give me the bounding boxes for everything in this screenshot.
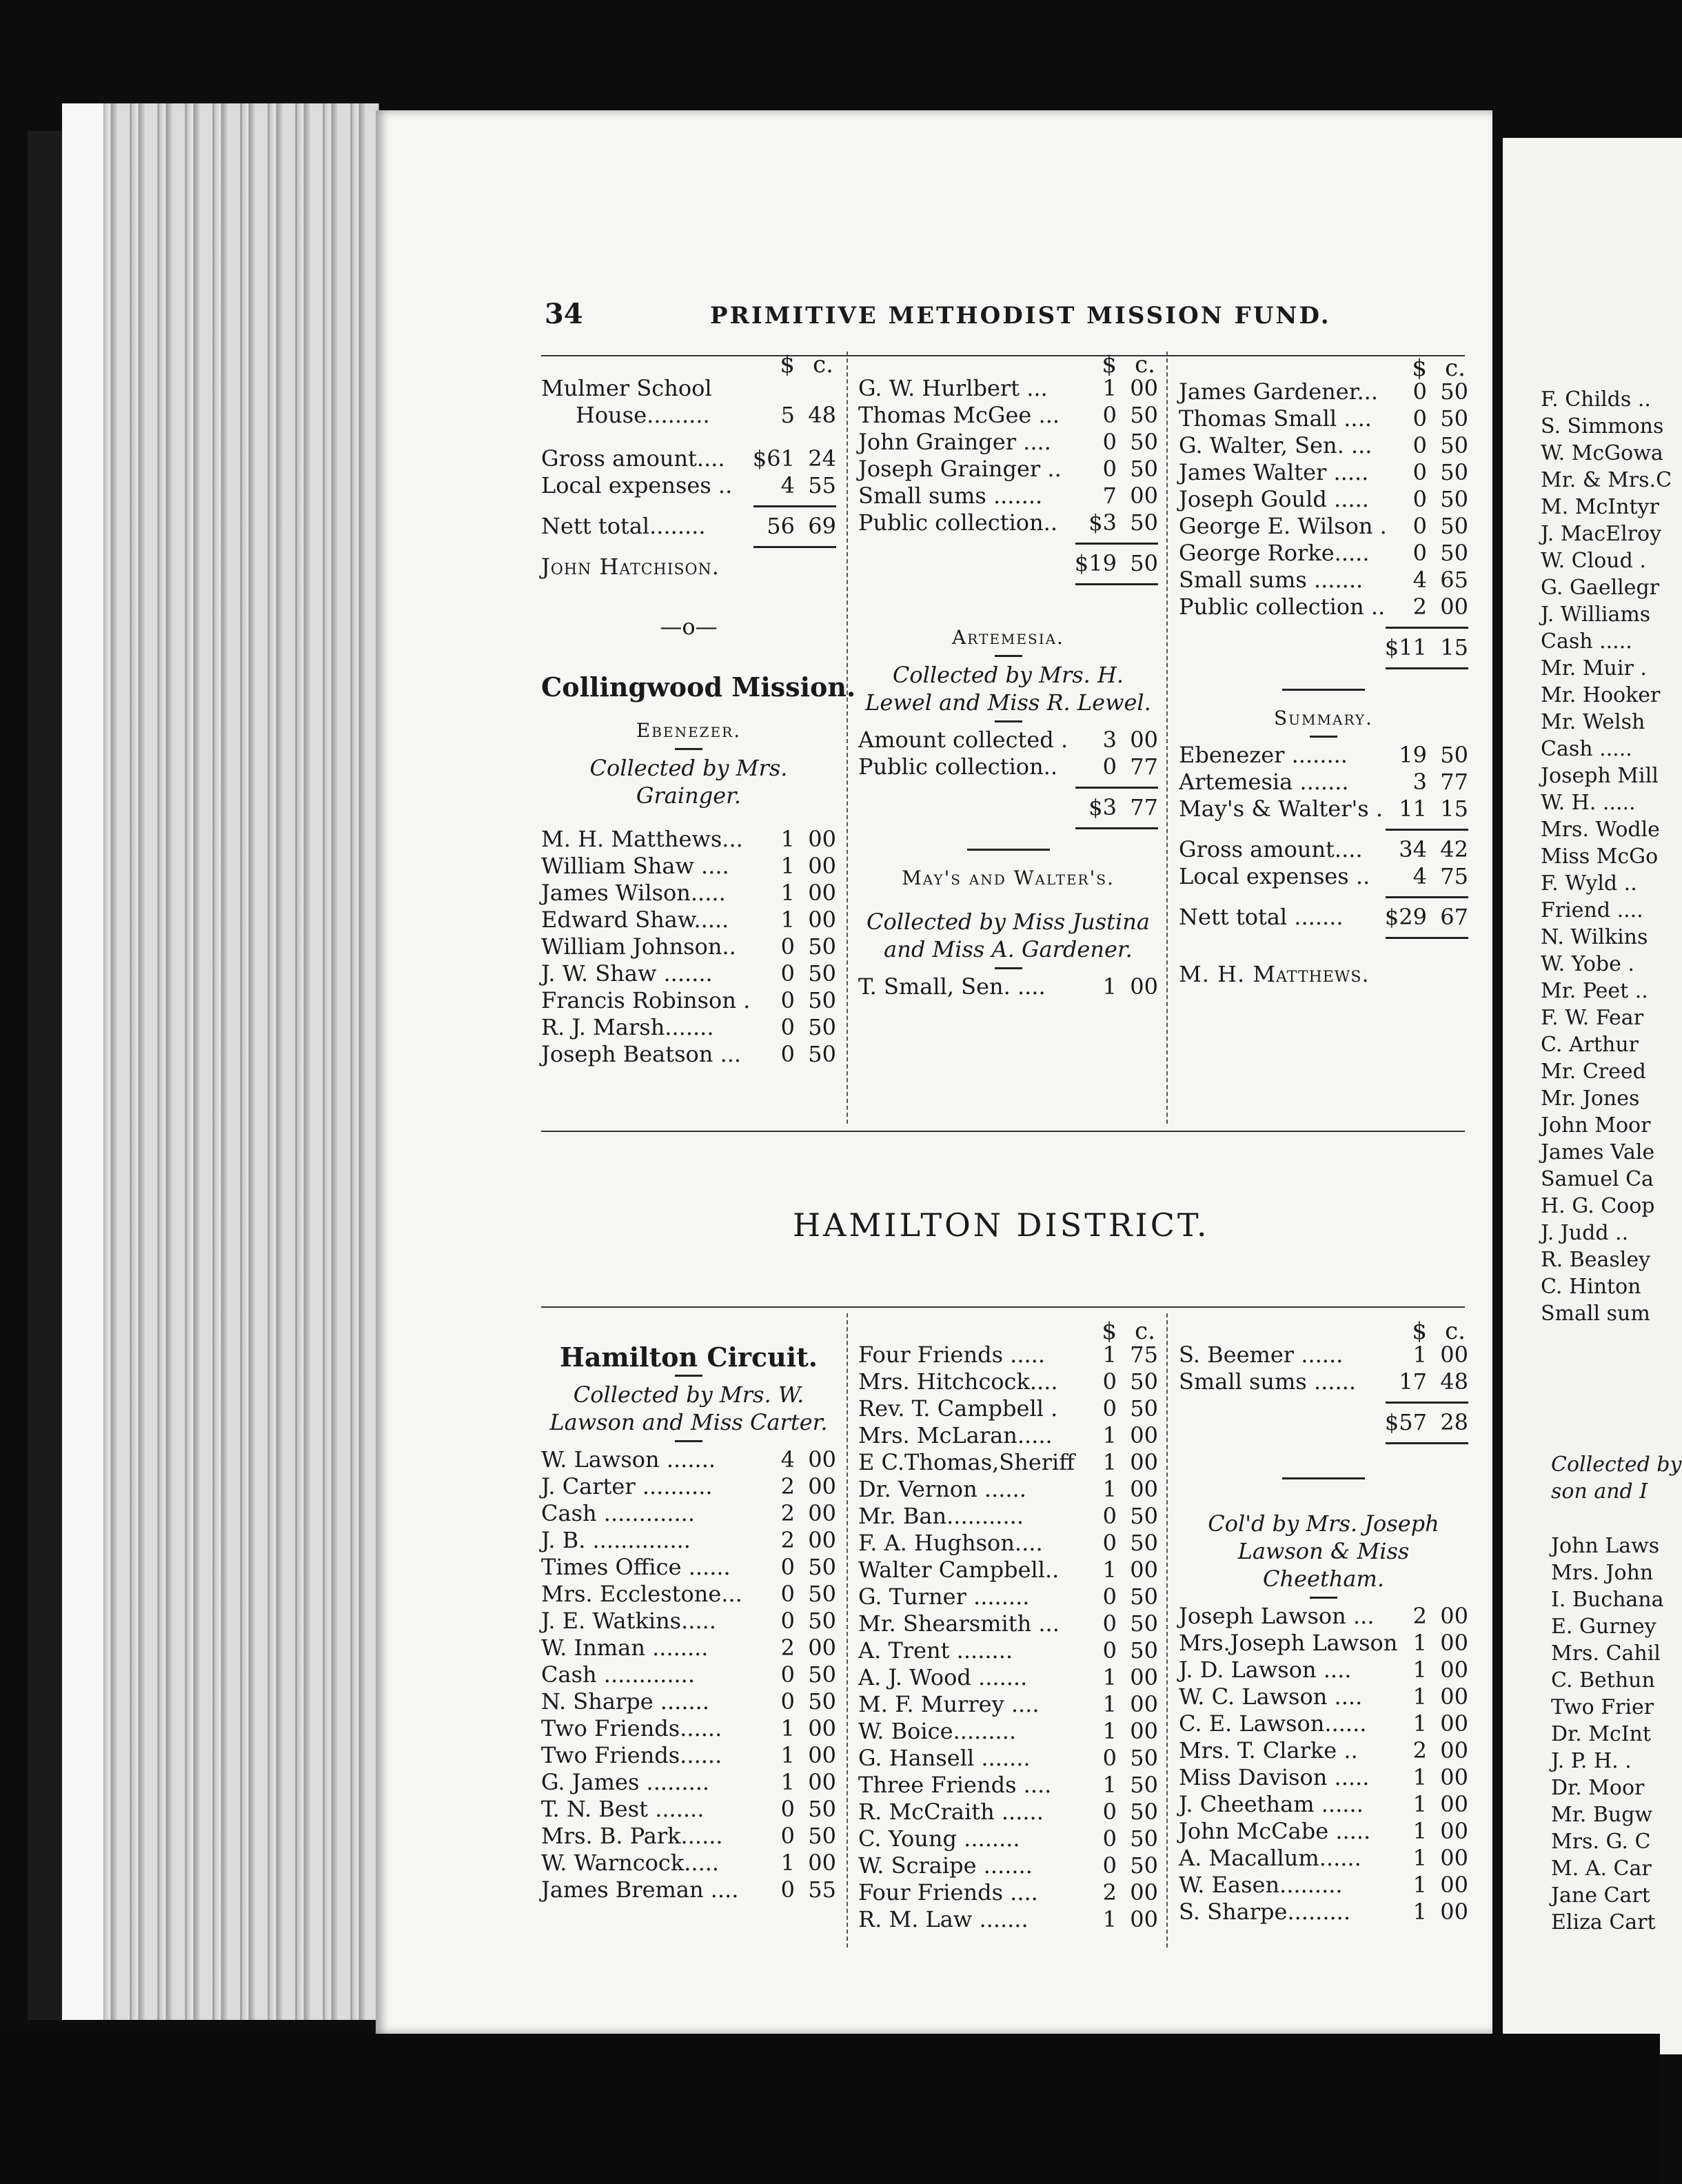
- facing-page-top-list: [1541, 386, 1672, 1327]
- page-header: [545, 298, 1455, 332]
- section1-column3: $ c. James Gardener... 0 50 Thomas Small .... 0 50 G. Walter, Sen. ... 0 50 James Walter ..... 0 50 Joseph Gould ..... 0 50 George E. Wilson . 0 50 George Rorke..... 0 50 Small sums ....... 4 65 Public collection .. 2 00 $11 15 Summary. Ebenezer ........ 19 50 Artemesia ....... 3 77 May's & Walter's . 11 15 Gross amount.... 34 42 Local expenses .. 4 75 Nett total ....... $29 67 M. H. Matthews.: [1179, 354, 1468, 987]
- ledger-entry: Times Office ...... 0 50: [541, 1554, 836, 1580]
- column-divider: [847, 1313, 848, 1948]
- facing-page-entry: Miss McGo: [1541, 845, 1659, 869]
- facing-page-entry: M. McIntyr: [1541, 495, 1659, 519]
- ledger-entry: Public collection.. $3 50: [858, 509, 1158, 536]
- collected-by: Collected by Mrs. Grainger.: [589, 755, 788, 809]
- ledger-entry: George E. Wilson . 0 50: [1179, 513, 1468, 539]
- ledger-entry: W. Easen......... 1 00: [1179, 1872, 1468, 1898]
- ledger-entry: J. W. Shaw ....... 0 50: [541, 960, 836, 987]
- ledger-entry: Joseph Lawson ... 2 00: [1179, 1603, 1468, 1629]
- ledger-entry: James Wilson..... 1 00: [541, 880, 836, 906]
- ledger-entry: T. Small, Sen. .... 1 00: [858, 973, 1158, 1000]
- ledger-entry: Mrs.Joseph Lawson 1 00: [1179, 1630, 1468, 1656]
- ledger-entry: A. Macallum...... 1 00: [1179, 1845, 1468, 1871]
- ledger-entry: House......... 5 48: [576, 402, 836, 428]
- facing-page-entry: Mr. Creed: [1541, 1060, 1646, 1084]
- ledger-entry: Mrs. McLaran..... 1 00: [858, 1422, 1158, 1448]
- summary-list: [1179, 742, 1468, 822]
- section-rule: [541, 1306, 1465, 1308]
- column-total: $57 28: [1384, 1409, 1468, 1435]
- ledger-entry: Walter Campbell.. 1 00: [858, 1557, 1158, 1583]
- facing-page-entry: N. Wilkins: [1541, 925, 1648, 949]
- facing-page-entry: H. G. Coop: [1541, 1194, 1655, 1218]
- local-expenses: Local expenses .. 4 75: [1179, 863, 1468, 889]
- section2-column1: [541, 1327, 836, 1903]
- collected-by: Collected by: [1551, 1453, 1682, 1477]
- facing-page-entry: C. Hinton: [1541, 1275, 1641, 1299]
- ledger-entry: Cash ............. 0 50: [541, 1661, 836, 1688]
- ledger-entry: Public collection .. 2 00: [1179, 594, 1468, 620]
- ledger-entry: T. N. Best ....... 0 50: [541, 1796, 836, 1822]
- ledger-entry: Miss Davison ..... 1 00: [1179, 1764, 1468, 1790]
- collected-by: Col'd by Mrs. Joseph Lawson & Miss Cheetham.: [1208, 1510, 1439, 1592]
- section-rule: [541, 1131, 1465, 1132]
- church-name: May's and Walter's.: [902, 867, 1115, 889]
- facing-page-entry: F. W. Fear: [1541, 1006, 1644, 1030]
- donor-list: [541, 826, 836, 1068]
- signature: M. H. Matthews.: [1179, 961, 1370, 987]
- ledger-entry: Ebenezer ........ 19 50: [1179, 742, 1468, 768]
- ledger-entry: Four Friends .... 2 00: [858, 1879, 1158, 1905]
- ledger-entry: Two Friends...... 1 00: [541, 1715, 836, 1741]
- stacked-page-edges: [62, 103, 379, 2020]
- ledger-entry: S. Sharpe......... 1 00: [1179, 1899, 1468, 1925]
- ledger-entry: Francis Robinson . 0 50: [541, 987, 836, 1013]
- facing-page-entry: Jane Cart: [1551, 1883, 1650, 1908]
- donor-list: [541, 1446, 836, 1903]
- gross-amount: Gross amount.... 34 42: [1179, 836, 1468, 862]
- facing-page-entry: Mrs. G. C: [1551, 1830, 1651, 1854]
- facing-page-entry: John Moor: [1541, 1113, 1651, 1138]
- donor-list: [858, 375, 1158, 536]
- ledger-entry: Joseph Gould ..... 0 50: [1179, 486, 1468, 512]
- ledger-entry: N. Sharpe ....... 0 50: [541, 1688, 836, 1715]
- facing-page-entry: J. Williams: [1541, 603, 1651, 627]
- ledger-entry: William Johnson.. 0 50: [541, 933, 836, 960]
- facing-page-entry: Samuel Ca: [1541, 1167, 1654, 1191]
- ledger-entry: A. Trent ........ 0 50: [858, 1637, 1158, 1664]
- ledger-entry: W. C. Lawson .... 1 00: [1179, 1684, 1468, 1710]
- summary-heading: Summary.: [1274, 707, 1373, 729]
- section1-column2: $ c. G. W. Hurlbert ... 1 00 Thomas McGee ... 0 50 John Grainger .... 0 50 Joseph Grainger .. 0 50 Small sums ....... 7 00 Public collection.. $3 50 $19 50 Artemesia. Collected by Mrs. H. Lewel and Miss R. Lewel. Amount collected . 3 00 Public collection.. 0 77 $3 77 May's and Walter's. Collected by Miss Justina and Miss A. Gardener. T. Small, Sen. .... 1 00: [858, 351, 1158, 1000]
- donor-list: [1179, 378, 1468, 620]
- ledger-entry: R. M. Law ....... 1 00: [858, 1906, 1158, 1932]
- ledger-entry: J. B. .............. 2 00: [541, 1527, 836, 1553]
- facing-page-entry: Mr. & Mrs.C: [1541, 468, 1672, 492]
- ledger-entry: F. A. Hughson.... 0 50: [858, 1530, 1158, 1556]
- mission-title: Collingwood Mission.: [541, 671, 856, 702]
- donor-list: [858, 973, 1158, 1000]
- ledger-entry: C. Young ........ 0 50: [858, 1826, 1158, 1852]
- ledger-entry: G. James ......... 1 00: [541, 1769, 836, 1795]
- page-number: 34: [545, 298, 583, 330]
- ledger-entry: Thomas Small .... 0 50: [1179, 405, 1468, 432]
- ledger-entry: Rev. T. Campbell . 0 50: [858, 1395, 1158, 1422]
- facing-page-entry: James Vale: [1541, 1140, 1655, 1164]
- ledger-entry: Mrs. T. Clarke .. 2 00: [1179, 1737, 1468, 1763]
- column-total: $3 77: [1088, 794, 1158, 820]
- nett-total: Nett total........ 56 69: [541, 513, 836, 539]
- ledger-entry: Edward Shaw..... 1 00: [541, 907, 836, 933]
- facing-page-entry: Two Frier: [1551, 1695, 1654, 1719]
- facing-page-entry: John Laws: [1551, 1534, 1660, 1558]
- facing-page-entry: R. Beasley: [1541, 1248, 1651, 1272]
- running-title: PRIMITIVE METHODIST MISSION FUND.: [710, 302, 1331, 330]
- facing-page-entry: F. Childs ..: [1541, 387, 1651, 412]
- facing-page-entry: W. McGowa: [1541, 441, 1663, 465]
- ledger-entry: Mulmer School: [541, 375, 712, 401]
- facing-page-entry: C. Arthur: [1541, 1033, 1639, 1057]
- ledger-entry: Four Friends ..... 1 75: [858, 1342, 1158, 1368]
- donor-list: [858, 727, 1158, 780]
- ledger-entry: Joseph Grainger .. 0 50: [858, 456, 1158, 482]
- ledger-entry: R. McCraith ...... 0 50: [858, 1799, 1158, 1825]
- ledger-entry: Mr. Shearsmith ... 0 50: [858, 1610, 1158, 1637]
- column-total: $11 15: [1384, 634, 1468, 660]
- ledger-entry: Two Friends...... 1 00: [541, 1742, 836, 1768]
- ledger-entry: G. W. Hurlbert ... 1 00: [858, 375, 1158, 401]
- donor-list: [1179, 1342, 1468, 1395]
- collected-by: Collected by Miss Justina and Miss A. Gardener.: [867, 909, 1150, 962]
- ledger-entry: C. E. Lawson...... 1 00: [1179, 1710, 1468, 1737]
- collected-by: Collected by Mrs. H. Lewel and Miss R. Lewel.: [865, 662, 1151, 716]
- ledger-entry: Mrs. Ecclestone... 0 50: [541, 1581, 836, 1607]
- church-name: Artemesia.: [952, 626, 1064, 649]
- facing-page-entry: Cash .....: [1541, 629, 1632, 654]
- ledger-entry: James Breman .... 0 55: [541, 1877, 836, 1903]
- ledger-entry: Public collection.. 0 77: [858, 754, 1158, 780]
- facing-page-entry: W. H. .....: [1541, 791, 1636, 815]
- gross-amount: Gross amount.... $61 24: [541, 445, 836, 472]
- nett-total: Nett total ....... $29 67: [1179, 904, 1468, 930]
- ledger-entry: Small sums ....... 7 00: [858, 483, 1158, 509]
- ledger-entry: Cash ............. 2 00: [541, 1500, 836, 1526]
- ledger-entry: Small sums ....... 4 65: [1179, 567, 1468, 593]
- facing-page-entry: Dr. Moor: [1551, 1776, 1645, 1800]
- facing-page-entry: M. A. Car: [1551, 1857, 1652, 1881]
- facing-page-entry: Dr. McInt: [1551, 1722, 1651, 1746]
- ledger-entry: Mrs. Hitchcock.... 0 50: [858, 1368, 1158, 1395]
- ledger-entry: Three Friends .... 1 50: [858, 1772, 1158, 1798]
- facing-page-entry: Friend ....: [1541, 898, 1643, 922]
- facing-page-entry: Mr. Hooker: [1541, 683, 1661, 707]
- facing-page-entry: E. Gurney: [1551, 1615, 1656, 1639]
- ledger-entry: M. F. Murrey .... 1 00: [858, 1691, 1158, 1717]
- ledger-entry: W. Inman ........ 2 00: [541, 1635, 836, 1661]
- ledger-entry: J. Carter .......... 2 00: [541, 1473, 836, 1499]
- facing-page-entry: Joseph Mill: [1541, 764, 1659, 788]
- ledger-entry: Artemesia ....... 3 77: [1179, 769, 1468, 795]
- donor-list: [1179, 1603, 1468, 1925]
- circuit-title: Hamilton Circuit.: [559, 1342, 818, 1373]
- church-name: Ebenezer.: [636, 719, 742, 742]
- facing-page-entry: Small sum: [1541, 1302, 1650, 1326]
- facing-page-entry: J. MacElroy: [1541, 522, 1662, 546]
- separator: —o—: [660, 614, 718, 640]
- facing-page-entry: F. Wyld ..: [1541, 871, 1637, 896]
- facing-page-entry: J. Judd ..: [1541, 1221, 1629, 1245]
- sum-rule: [541, 499, 836, 513]
- section2-column2: $ c. Four Friends ..... 1 75 Mrs. Hitchcock.... 0 50 Rev. T. Campbell . 0 50 Mrs. McLaran..... 1 00 E C.Thomas,Sheriff 1 00 Dr. Vernon ...... 1 00 Mr. Ban........... 0 50 F. A. Hughson.... 0 50 Walter Campbell.. 1 00 G. Turner ........ 0 50 Mr. Shearsmith ... 0 50 A. Trent ........ 0 50 A. J. Wood ....... 1 00 M. F. Murrey .... 1 00 W. Boice......... 1 00 G. Hansell ....... 0 50 Three Friends .... 1 50 R. McCraith ...... 0 50 C. Young ........ 0 50 W. Scraipe ....... 0 50 Four Friends .... 2 00 R. M. Law ....... 1 00: [858, 1317, 1158, 1932]
- ledger-entry: S. Beemer ...... 1 00: [1179, 1342, 1468, 1368]
- ledger-entry: W. Boice......... 1 00: [858, 1718, 1158, 1744]
- facing-page-entry: J. P. H. .: [1551, 1749, 1632, 1773]
- facing-page-entry: Mrs. John: [1551, 1561, 1654, 1585]
- facing-page-entry: Cash .....: [1541, 737, 1632, 761]
- facing-page-entry: Mr. Peet ..: [1541, 979, 1648, 1003]
- ledger-entry: M. H. Matthews... 1 00: [541, 826, 836, 852]
- ledger-entry: J. Cheetham ...... 1 00: [1179, 1791, 1468, 1817]
- facing-page-entry: Mr. Jones: [1541, 1086, 1640, 1111]
- local-expenses: Local expenses .. 4 55: [541, 472, 836, 498]
- ledger-entry: May's & Walter's . 11 15: [1179, 796, 1468, 822]
- ledger-entry: A. J. Wood ....... 1 00: [858, 1664, 1158, 1690]
- sum-rule: [541, 540, 836, 554]
- section1-column1: $ c. Mulmer School House......... 5 48 Gross amount.... $61 24 Local expenses .. 4 55 Nett total........ 56 69 John Hatchison. —o— Collingwood Mission. Ebenezer. Collected by Mrs. Grainger. M. H. Matthews... 1 00 William Shaw .... 1 00 James Wilson..... 1 00 Edward Shaw..... 1 00 William Johnson.. 0 50 J. W. Shaw ....... 0 50 Francis Robinson . 0 50 R. J. Marsh....... 0 50 Joseph Beatson ... 0 50: [541, 351, 856, 1067]
- ledger-entry: W. Scraipe ....... 0 50: [858, 1852, 1158, 1879]
- signature: John Hatchison.: [541, 554, 720, 580]
- ledger-entry: Small sums ...... 17 48: [1179, 1368, 1468, 1395]
- facing-page-entry: Mr. Muir .: [1541, 656, 1647, 680]
- facing-page-entry: C. Bethun: [1551, 1668, 1655, 1692]
- ledger-entry: W. Lawson ....... 4 00: [541, 1446, 836, 1473]
- ledger-entry: William Shaw .... 1 00: [541, 853, 836, 879]
- scan-background: [0, 2034, 1660, 2184]
- donor-list: [858, 1342, 1158, 1933]
- ledger-entry: G. Turner ........ 0 50: [858, 1584, 1158, 1610]
- facing-page-entry: Mr. Bugw: [1551, 1803, 1653, 1827]
- column-total: $19 50: [1074, 550, 1158, 576]
- facing-page-entry: Mrs. Wodle: [1541, 818, 1660, 842]
- ledger-entry: J. D. Lawson .... 1 00: [1179, 1657, 1468, 1683]
- ledger-entry: Mrs. B. Park...... 0 50: [541, 1823, 836, 1849]
- column-divider: [1166, 352, 1168, 1124]
- column-divider: [847, 352, 848, 1124]
- district-title: HAMILTON DISTRICT.: [793, 1206, 1210, 1244]
- facing-page-entry: Mrs. Cahil: [1551, 1641, 1661, 1666]
- facing-page-entry: I. Buchana: [1551, 1588, 1664, 1612]
- ledger-entry: E C.Thomas,Sheriff 1 00: [858, 1449, 1158, 1475]
- ledger-entry: Mr. Ban........... 0 50: [858, 1503, 1158, 1529]
- column-divider: [1166, 1313, 1168, 1948]
- facing-page-bottom-list: [1551, 1451, 1682, 1936]
- facing-page-entry: W. Yobe .: [1541, 952, 1634, 976]
- facing-page-entry: Mr. Welsh: [1541, 710, 1645, 734]
- facing-page-entry: Eliza Cart: [1551, 1910, 1656, 1934]
- ledger-entry: G. Hansell ....... 0 50: [858, 1745, 1158, 1771]
- ledger-entry: George Rorke..... 0 50: [1179, 540, 1468, 566]
- ledger-entry: Thomas McGee ... 0 50: [858, 402, 1158, 428]
- ledger-entry: Dr. Vernon ...... 1 00: [858, 1476, 1158, 1502]
- ledger-entry: Amount collected . 3 00: [858, 727, 1158, 753]
- collected-by: Collected by Mrs. W. Lawson and Miss Carter.: [549, 1382, 828, 1435]
- section2-column3: $ c. S. Beemer ...... 1 00 Small sums ...... 17 48 $57 28 Col'd by Mrs. Joseph Lawson & Miss Cheetham. Joseph Lawson ... 2 00 Mrs.Joseph Lawson 1 00 J. D. Lawson .... 1 00 W. C. Lawson .... 1 00 C. E. Lawson...... 1 00 Mrs. T. Clarke .. 2 00 Miss Davison ..... 1 00 J. Cheetham ...... 1 00 John McCabe ..... 1 00 A. Macallum...... 1 00 W. Easen......... 1 00 S. Sharpe......... 1 00: [1179, 1317, 1468, 1925]
- ledger-entry: John McCabe ..... 1 00: [1179, 1818, 1468, 1844]
- facing-page-entry: S. Simmons: [1541, 414, 1664, 438]
- collected-by: son and I: [1551, 1479, 1648, 1504]
- ledger-entry: Joseph Beatson ... 0 50: [541, 1041, 836, 1067]
- facing-page-entry: W. Cloud .: [1541, 549, 1646, 573]
- ledger-entry: R. J. Marsh....... 0 50: [541, 1014, 836, 1040]
- ledger-entry: John Grainger .... 0 50: [858, 429, 1158, 455]
- facing-page-entry: G. Gaellegr: [1541, 576, 1660, 600]
- ledger-entry: J. E. Watkins..... 0 50: [541, 1608, 836, 1634]
- ledger-entry: W. Warncock..... 1 00: [541, 1850, 836, 1876]
- ledger-entry: G. Walter, Sen. ... 0 50: [1179, 432, 1468, 458]
- ledger-entry: James Gardener... 0 50: [1179, 378, 1468, 405]
- ledger-entry: James Walter ..... 0 50: [1179, 459, 1468, 485]
